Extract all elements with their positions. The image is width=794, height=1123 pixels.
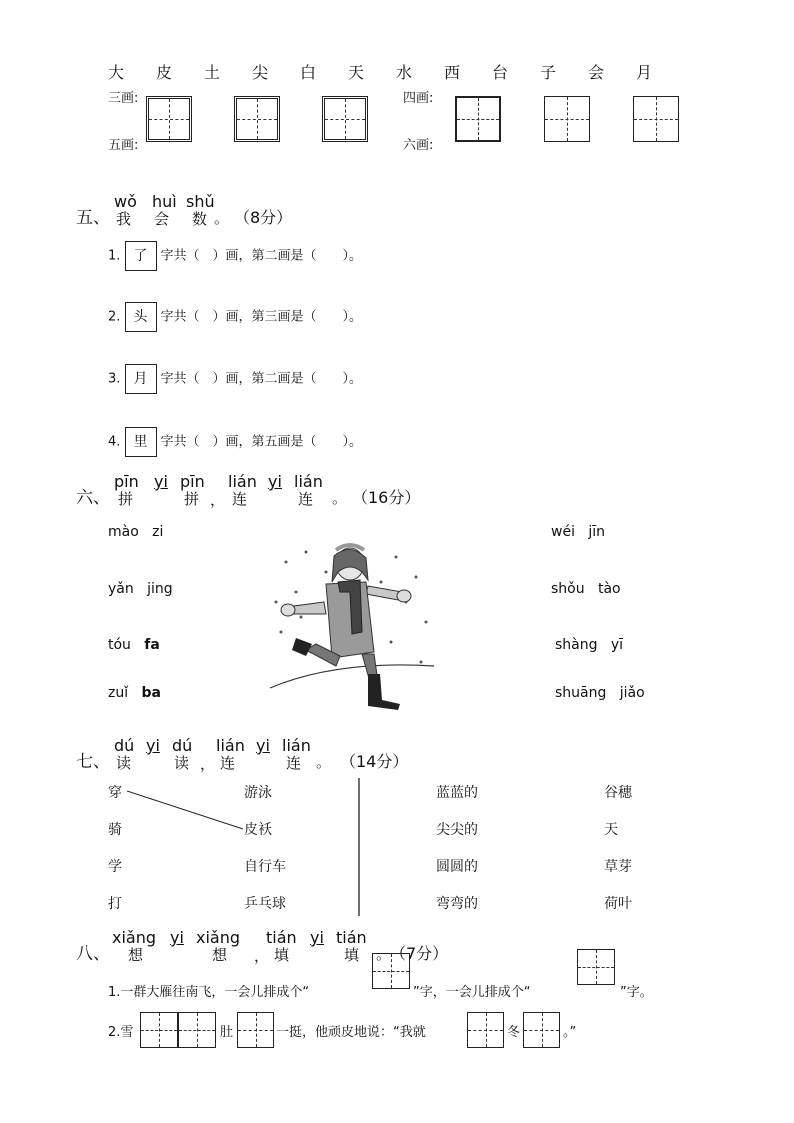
match-word: 天 — [604, 822, 618, 838]
char: 土 — [204, 63, 221, 82]
char: 会 — [588, 63, 605, 82]
match-word: 游泳 — [244, 785, 272, 801]
s5-item: 2. 头 字共（ ）画，第三画是（ ）。 — [108, 302, 362, 332]
label-si-hua: 四画: — [403, 91, 434, 106]
pinyin-word: shàng yī — [555, 637, 624, 653]
char: 尖 — [252, 63, 269, 82]
label-wu-hua: 五画: — [108, 138, 139, 153]
match-word: 学 — [108, 859, 122, 875]
pinyin-word: yǎn jing — [108, 581, 173, 597]
pinyin-word: shuāng jiǎo — [555, 685, 645, 701]
char: 西 — [444, 63, 461, 82]
fill-box[interactable] — [237, 1012, 274, 1048]
pinyin-word: zuǐ ba — [108, 685, 161, 701]
fill-box[interactable] — [372, 953, 410, 989]
section-6-heading: 六、 pīn 拼 yi pīn 拼 ， lián 连 yi lián 连 。 （16分） — [76, 472, 421, 509]
char: 子 — [540, 63, 557, 82]
match-word: 乒乓球 — [244, 896, 286, 912]
match-word: 打 — [108, 896, 122, 912]
char: 水 — [396, 63, 413, 82]
match-word: 骑 — [108, 822, 122, 838]
char: 天 — [348, 63, 365, 82]
section-7-heading: 七、 dú 读 yi dú 读 ， lián 连 yi lián 连 。 （14分） — [76, 736, 409, 773]
char: 台 — [492, 63, 509, 82]
pinyin-word: tóu fa — [108, 637, 160, 653]
s5-item: 4. 里 字共（ ）画，第五画是（ ）。 — [108, 427, 362, 457]
fill-box[interactable] — [577, 949, 615, 985]
s8-question-2-b: 肚 — [220, 1025, 234, 1040]
label-liu-hua: 六画: — [403, 138, 434, 153]
match-word: 穿 — [108, 785, 122, 801]
section-8-heading: 八、 xiǎng 想 yi xiǎng 想 ， tián 填 yi tián 填 。 （7分） — [76, 928, 449, 965]
fill-box[interactable] — [467, 1012, 504, 1048]
fill-box[interactable] — [523, 1012, 560, 1048]
char: 大 — [108, 63, 125, 82]
s8-question-2-c: 一挺，他顽皮地说：“我就 — [276, 1025, 426, 1040]
match-word: 荷叶 — [604, 896, 632, 912]
s8-question-2-e: 。” — [563, 1025, 577, 1040]
match-word: 皮袄 — [244, 822, 272, 838]
s8-question-1-end: ”字。 — [620, 985, 653, 1000]
fill-box[interactable] — [178, 1012, 216, 1048]
s8-question-1: 1.一群大雁往南飞，一会儿排成个“ — [108, 985, 310, 1000]
char: 月 — [636, 63, 653, 82]
match-word: 蓝蓝的 — [436, 785, 478, 801]
example-match-line — [127, 791, 243, 829]
s8-question-2: 2.雪 — [108, 1025, 134, 1040]
s8-question-1-mid: ”字，一会儿排成个“ — [413, 985, 531, 1000]
s5-item: 1. 了 字共（ ）画，第二画是（ ）。 — [108, 241, 362, 271]
s5-item: 3. 月 字共（ ）画，第二画是（ ）。 — [108, 364, 362, 394]
fill-box[interactable] — [140, 1012, 178, 1048]
pinyin-word: shǒu tào — [551, 581, 621, 597]
char: 皮 — [156, 63, 173, 82]
pinyin-word: mào zi — [108, 524, 164, 540]
char: 白 — [300, 63, 317, 82]
pinyin-word: wéi jīn — [551, 524, 605, 540]
match-word: 尖尖的 — [436, 822, 478, 838]
match-word: 圆圆的 — [436, 859, 478, 875]
match-word: 弯弯的 — [436, 896, 478, 912]
s8-question-2-d: 冬 — [507, 1025, 521, 1040]
match-word: 谷穗 — [604, 785, 632, 801]
label-san-hua: 三画: — [108, 91, 139, 106]
match-word: 自行车 — [244, 859, 286, 875]
match-word: 草芽 — [604, 859, 632, 875]
section-5-heading: 五、 wǒ 我 huì 会 shǔ 数 。 （8分） — [76, 192, 293, 228]
